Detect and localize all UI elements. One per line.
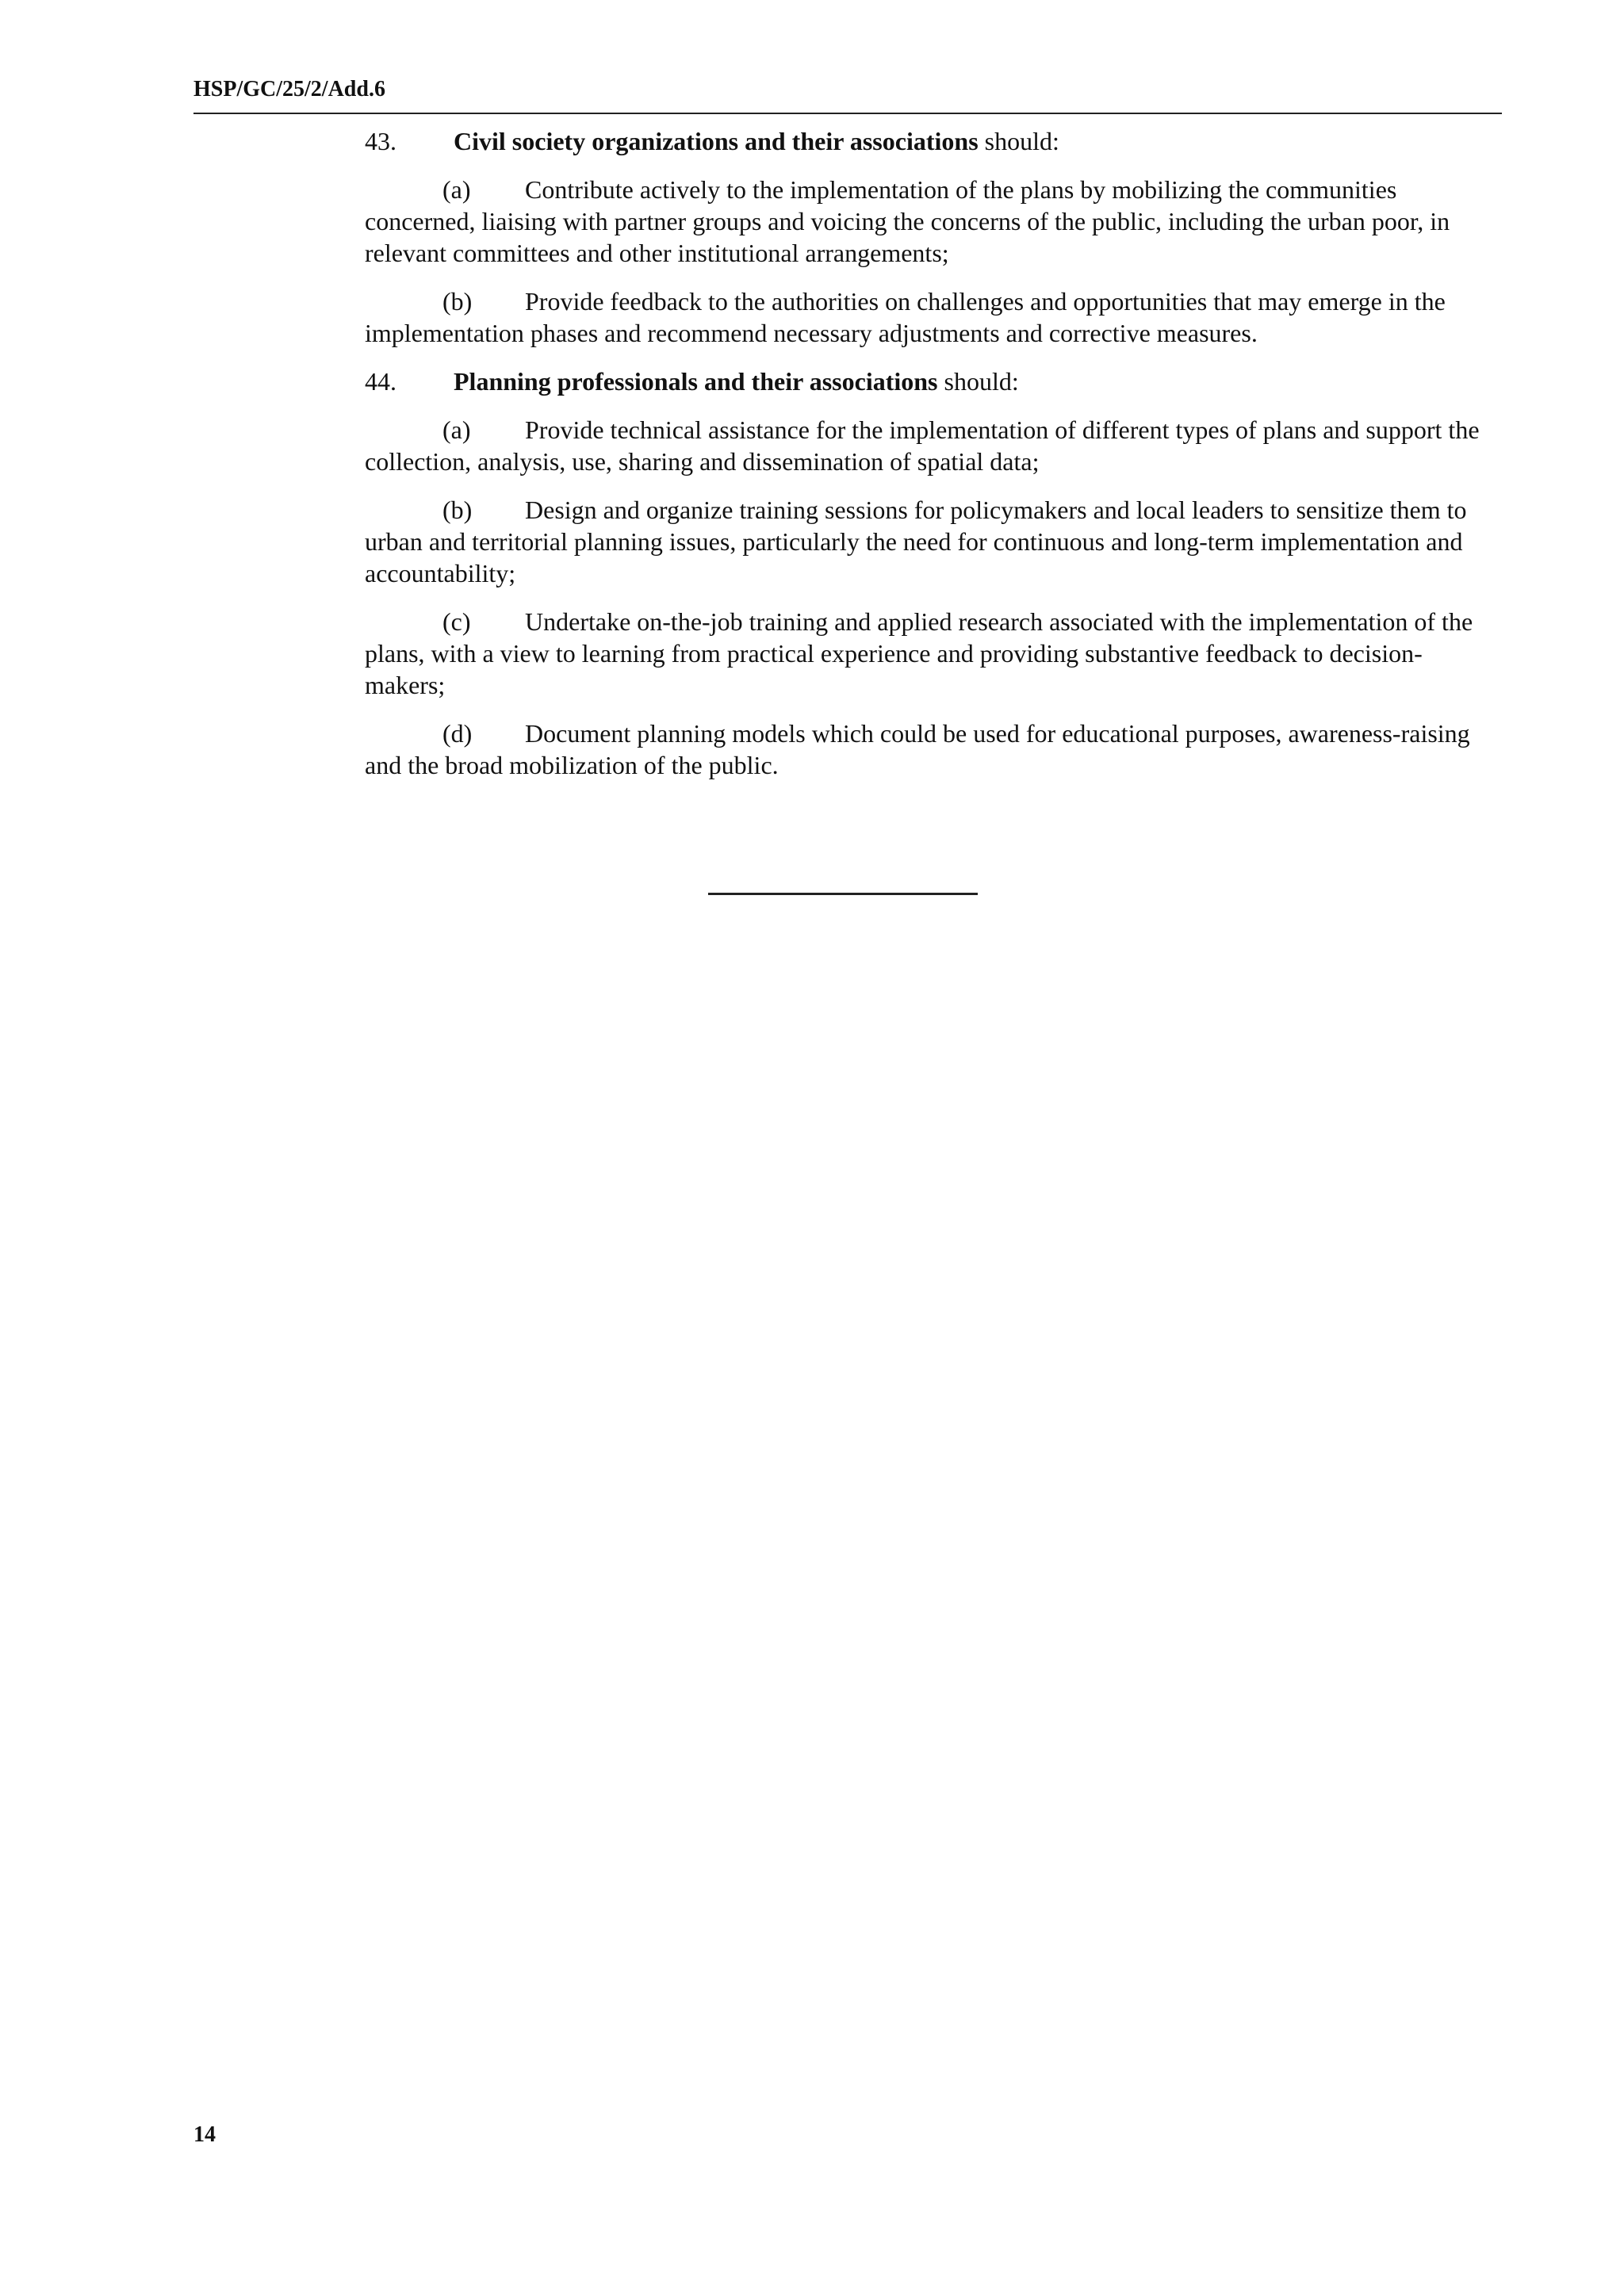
subparagraph-label: (c) (442, 607, 471, 636)
document-symbol: HSP/GC/25/2/Add.6 (193, 77, 385, 101)
subparagraph-label: (a) (442, 175, 471, 204)
subparagraph-43a (365, 174, 1491, 269)
subparagraph-text: Document planning models which could be used for educational purposes, awareness-raising and the broad mobilization of the public. (365, 719, 1470, 779)
subparagraph-44d (365, 718, 1491, 781)
subparagraph-text: Contribute actively to the implementation of the plans by mobilizing the communities concerned, liaising with partner groups and voicing the concerns of the public, including the urban poor, in relevant committees and other institutional arrangements; (365, 175, 1450, 267)
document-body (365, 125, 1491, 798)
subparagraph-label: (b) (442, 496, 473, 524)
paragraph-tail: should: (937, 367, 1019, 396)
paragraph-number: 43. (365, 127, 396, 155)
subparagraph-text: Provide technical assistance for the implementation of different types of plans and support the collection, analysis, use, sharing and dissemination of spatial data; (365, 415, 1480, 476)
subparagraph-text: Undertake on-the-job training and applied research associated with the implementation of the plans, with a view to learning from practical experience and providing substantive feedback to decision-makers; (365, 607, 1473, 699)
subparagraph-44c (365, 606, 1491, 701)
end-separator-line (708, 893, 978, 895)
subparagraph-text: Design and organize training sessions for policymakers and local leaders to sensitize them to urban and territorial planning issues, particularly the need for continuous and long-term implementation and accountability; (365, 496, 1467, 587)
subparagraph-44a (365, 414, 1491, 477)
paragraph-tail: should: (978, 127, 1059, 155)
paragraph-number: 44. (365, 367, 396, 396)
paragraph-lead: Planning professionals and their associations (454, 367, 938, 396)
subparagraph-label: (a) (442, 415, 471, 444)
paragraph-heading (454, 365, 1491, 397)
subparagraph-label: (d) (442, 719, 473, 748)
page-number: 14 (193, 2122, 216, 2147)
paragraph-heading (454, 125, 1491, 157)
paragraph-lead: Civil society organizations and their associations (454, 127, 979, 155)
subparagraph-44b (365, 494, 1491, 589)
paragraph-44 (365, 365, 1491, 397)
paragraph-43 (365, 125, 1491, 157)
page-header (193, 76, 1502, 114)
subparagraph-43b (365, 285, 1491, 349)
subparagraph-label: (b) (442, 287, 473, 316)
subparagraph-text: Provide feedback to the authorities on challenges and opportunities that may emerge in the implementation phases and recommend necessary adjustments and corrective measures. (365, 287, 1446, 347)
